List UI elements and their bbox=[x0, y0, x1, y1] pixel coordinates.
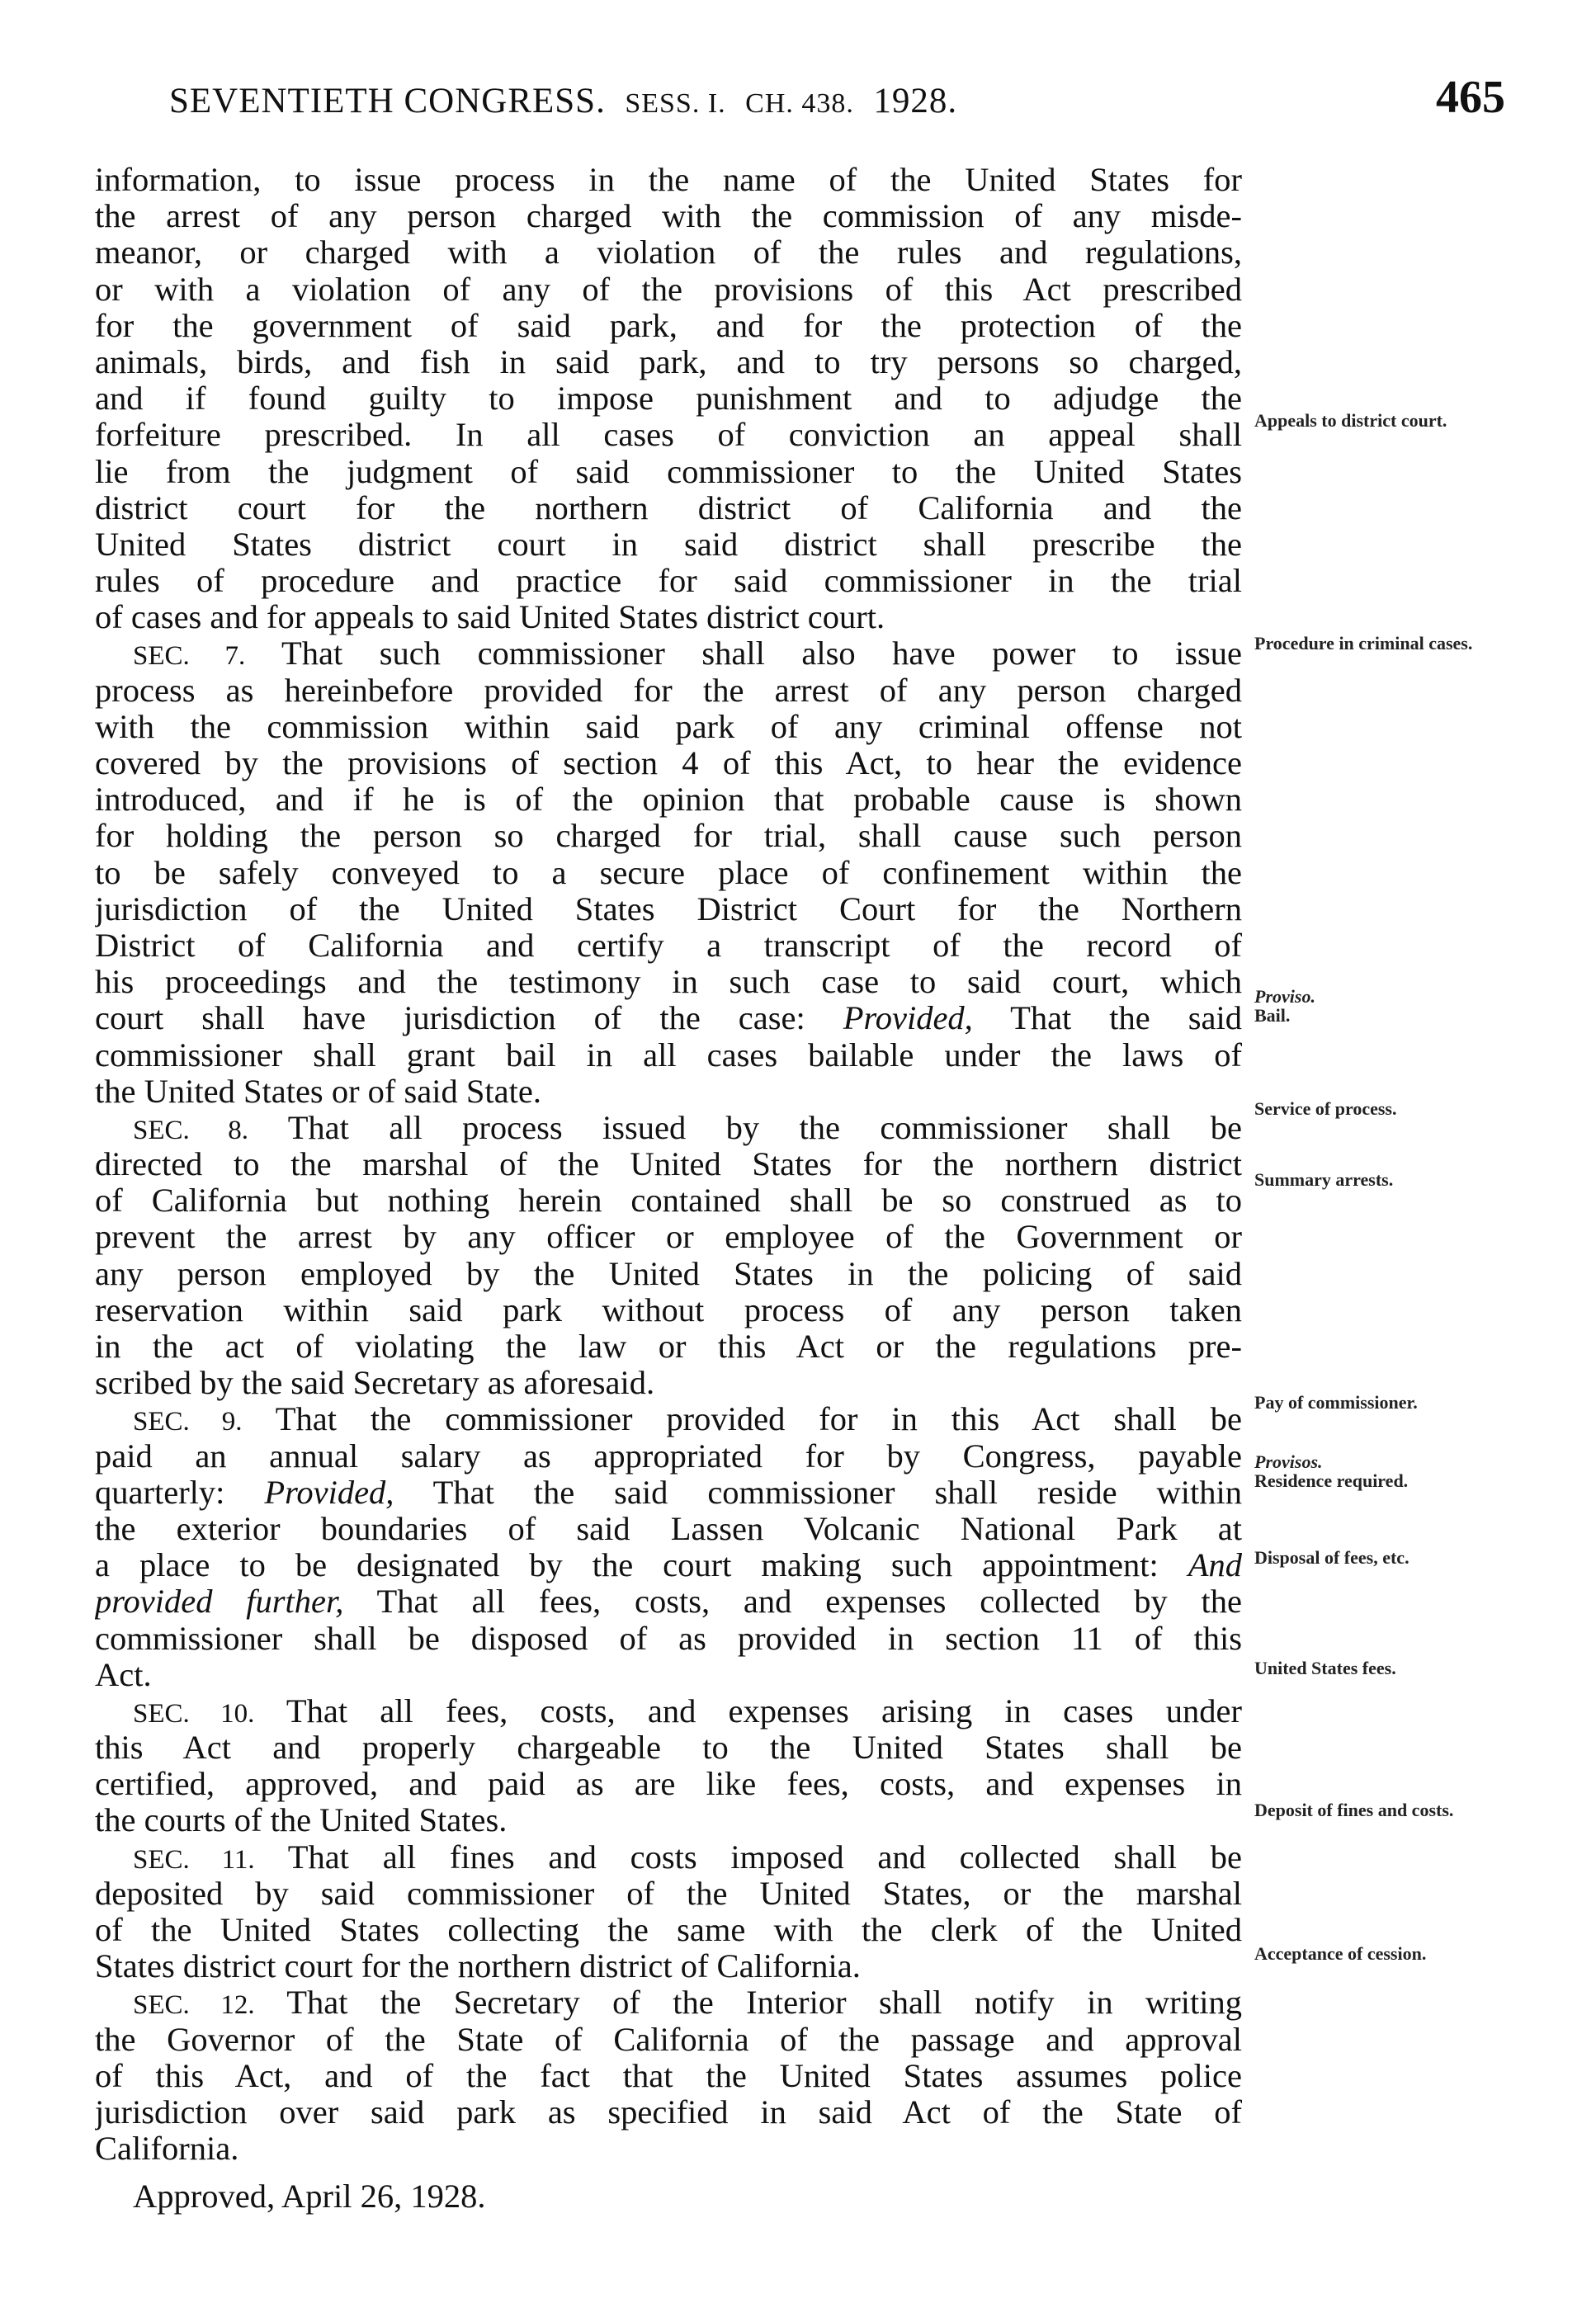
text-line: paid an annual salary as appropriated for by Congress, payable bbox=[95, 1437, 1242, 1475]
text-line: commissioner shall be disposed of as provided in section 11 of this bbox=[95, 1620, 1242, 1657]
section-label: SEC. 7. bbox=[133, 641, 246, 672]
text-line: scribed by the said Secretary as aforesaid. bbox=[95, 1365, 655, 1402]
page-number: 465 bbox=[1436, 72, 1505, 123]
section-text: That all fees, costs, and expenses arising in cases under bbox=[286, 1692, 1242, 1729]
proviso-line bbox=[95, 1000, 1242, 1036]
text-line: the arrest of any person charged with the commission of any misde- bbox=[95, 198, 1242, 235]
margin-note-appeals: Appeals to district court. bbox=[1254, 410, 1447, 431]
section-label: SEC. 12. bbox=[133, 1990, 255, 2021]
text-line: of the United States collecting the same with the clerk of the United bbox=[95, 1912, 1242, 1948]
text-line: jurisdiction over said park as specified in said Act of the State of bbox=[95, 2093, 1242, 2131]
margin-note-deposit: Deposit of fines and costs. bbox=[1254, 1800, 1454, 1820]
and-italic: And bbox=[1188, 1547, 1242, 1584]
text-line: Act. bbox=[95, 1656, 152, 1693]
provided-further-italic: provided further, bbox=[95, 1583, 344, 1621]
margin-note-service: Service of process. bbox=[1254, 1098, 1397, 1119]
text-fragment: That the said bbox=[1010, 1000, 1242, 1037]
text-line: States district court for the northern district of California. bbox=[95, 1948, 861, 1985]
text-line: covered by the provisions of section 4 of this Act, to hear the evidence bbox=[95, 745, 1242, 781]
provided-italic: Provided, bbox=[843, 1000, 973, 1037]
statute-text bbox=[95, 162, 1242, 2216]
section-11-first-line bbox=[95, 1839, 1242, 1876]
section-text: That all fines and costs imposed and collected shall be bbox=[287, 1838, 1242, 1876]
provisos-label: Provisos. bbox=[1254, 1451, 1323, 1472]
text-line: introduced, and if he is of the opinion that probable cause is shown bbox=[95, 781, 1242, 819]
section-8-first-line bbox=[95, 1110, 1242, 1146]
text-line: the United States or of said State. bbox=[95, 1073, 542, 1110]
section-9-first-line bbox=[95, 1401, 1242, 1437]
margin-note-acceptance: Acceptance of cession. bbox=[1254, 1943, 1427, 1964]
text-line: for the government of said park, and for the protection of the bbox=[95, 307, 1242, 344]
text-fragment: That the said commissioner shall reside within bbox=[432, 1474, 1242, 1511]
text-line: commissioner shall grant bail in all cases bailable under the laws of bbox=[95, 1036, 1242, 1074]
text-line: certified, approved, and paid as are like fees, costs, and expenses in bbox=[95, 1766, 1242, 1803]
section-text: That the Secretary of the Interior shall notify in writing bbox=[286, 1984, 1242, 2022]
text-line: to be safely conveyed to a secure place of confinement within the bbox=[95, 854, 1242, 891]
provided-italic: Provided, bbox=[264, 1474, 394, 1511]
text-fragment: quarterly: bbox=[95, 1474, 225, 1511]
residence-label: Residence required. bbox=[1254, 1470, 1409, 1491]
text-line: lie from the judgment of said commissioner to the United States bbox=[95, 453, 1242, 490]
text-line: California. bbox=[95, 2131, 239, 2168]
text-line: prevent the arrest by any officer or employee of the Government or bbox=[95, 1219, 1242, 1256]
margin-note-pay: Pay of commissioner. bbox=[1254, 1392, 1418, 1413]
section-10-first-line bbox=[95, 1693, 1242, 1729]
approval-line: Approved, April 26, 1928. bbox=[133, 2178, 486, 2216]
text-line: directed to the marshal of the United States for the northern district bbox=[95, 1146, 1242, 1183]
text-line: district court for the northern district of California and the bbox=[95, 489, 1242, 526]
text-fragment: That all fees, costs, and expenses collected by the bbox=[376, 1583, 1242, 1621]
text-line: any person employed by the United States in the policing of said bbox=[95, 1255, 1242, 1292]
margin-note-provisos-residence bbox=[1254, 1452, 1527, 1490]
margin-notes bbox=[1254, 0, 1584, 2317]
text-line: the Governor of the State of California of the passage and approval bbox=[95, 2021, 1242, 2058]
text-line: rules of procedure and practice for said commissioner in the trial bbox=[95, 563, 1242, 600]
text-line: reservation within said park without process of any person taken bbox=[95, 1291, 1242, 1328]
text-line: with the commission within said park of any criminal offense not bbox=[95, 708, 1242, 745]
text-line: meanor, or charged with a violation of the rules and regulations, bbox=[95, 234, 1242, 271]
text-line: this Act and properly chargeable to the United States shall be bbox=[95, 1729, 1242, 1767]
proviso-label: Proviso. bbox=[1254, 986, 1315, 1007]
text-line: of California but nothing herein contained shall be so construed as to bbox=[95, 1182, 1242, 1220]
running-head-title bbox=[169, 81, 957, 125]
section-label: SEC. 8. bbox=[133, 1115, 249, 1145]
section-label: SEC. 11. bbox=[133, 1844, 255, 1875]
proviso-line bbox=[95, 1475, 1242, 1511]
section-text: That such commissioner shall also have power to issue bbox=[281, 635, 1242, 672]
margin-note-disposal: Disposal of fees, etc. bbox=[1254, 1547, 1409, 1568]
margin-note-us-fees: United States fees. bbox=[1254, 1658, 1396, 1678]
text-line: process as hereinbefore provided for the arrest of any person charged bbox=[95, 672, 1242, 709]
text-fragment: court shall have jurisdiction of the case: bbox=[95, 1000, 805, 1037]
margin-note-proviso-bail bbox=[1254, 987, 1527, 1025]
section-label: SEC. 10. bbox=[133, 1698, 255, 1729]
session-label: SESS. I. bbox=[625, 88, 726, 119]
text-line: deposited by said commissioner of the United States, or the marshal bbox=[95, 1875, 1242, 1912]
text-line: in the act of violating the law or this Act or the regulations pre- bbox=[95, 1328, 1242, 1365]
text-line: animals, birds, and fish in said park, and to try persons so charged, bbox=[95, 343, 1242, 380]
chapter-label: CH. 438. bbox=[745, 88, 854, 119]
congress-name: SEVENTIETH CONGRESS. bbox=[169, 82, 606, 120]
section-text: That the commissioner provided for in this Act shall be bbox=[275, 1401, 1242, 1438]
text-line: information, to issue process in the name of the United States for bbox=[95, 162, 1242, 198]
text-line: of cases and for appeals to said United States district court. bbox=[95, 599, 885, 636]
proviso-line bbox=[95, 1547, 1242, 1583]
text-line: United States district court in said district shall prescribe the bbox=[95, 526, 1242, 563]
section-12-first-line bbox=[95, 1984, 1242, 2021]
text-line: and if found guilty to impose punishment and to adjudge the bbox=[95, 380, 1242, 418]
proviso-line bbox=[95, 1583, 1242, 1620]
section-text: That all process issued by the commissioner shall be bbox=[287, 1109, 1242, 1146]
text-line: the courts of the United States. bbox=[95, 1802, 508, 1839]
text-line: or with a violation of any of the provisions of this Act prescribed bbox=[95, 271, 1242, 308]
text-line: District of California and certify a transcript of the record of bbox=[95, 927, 1242, 964]
text-line: forfeiture prescribed. In all cases of conviction an appeal shall bbox=[95, 417, 1242, 454]
text-line: the exterior boundaries of said Lassen Volcanic National Park at bbox=[95, 1510, 1242, 1547]
bail-label: Bail. bbox=[1254, 1005, 1291, 1026]
text-line: for holding the person so charged for trial, shall cause such person bbox=[95, 818, 1242, 855]
margin-note-procedure: Procedure in criminal cases. bbox=[1254, 633, 1473, 654]
margin-note-summary: Summary arrests. bbox=[1254, 1169, 1394, 1190]
text-line: of this Act, and of the fact that the United States assumes police bbox=[95, 2057, 1242, 2094]
text-line: his proceedings and the testimony in such case to said court, which bbox=[95, 964, 1242, 1001]
text-line: jurisdiction of the United States District Court for the Northern bbox=[95, 890, 1242, 927]
section-label: SEC. 9. bbox=[133, 1407, 243, 1437]
section-7-first-line bbox=[95, 635, 1242, 672]
year-label: 1928. bbox=[873, 82, 958, 120]
text-fragment: a place to be designated by the court making such appointment: bbox=[95, 1547, 1159, 1584]
